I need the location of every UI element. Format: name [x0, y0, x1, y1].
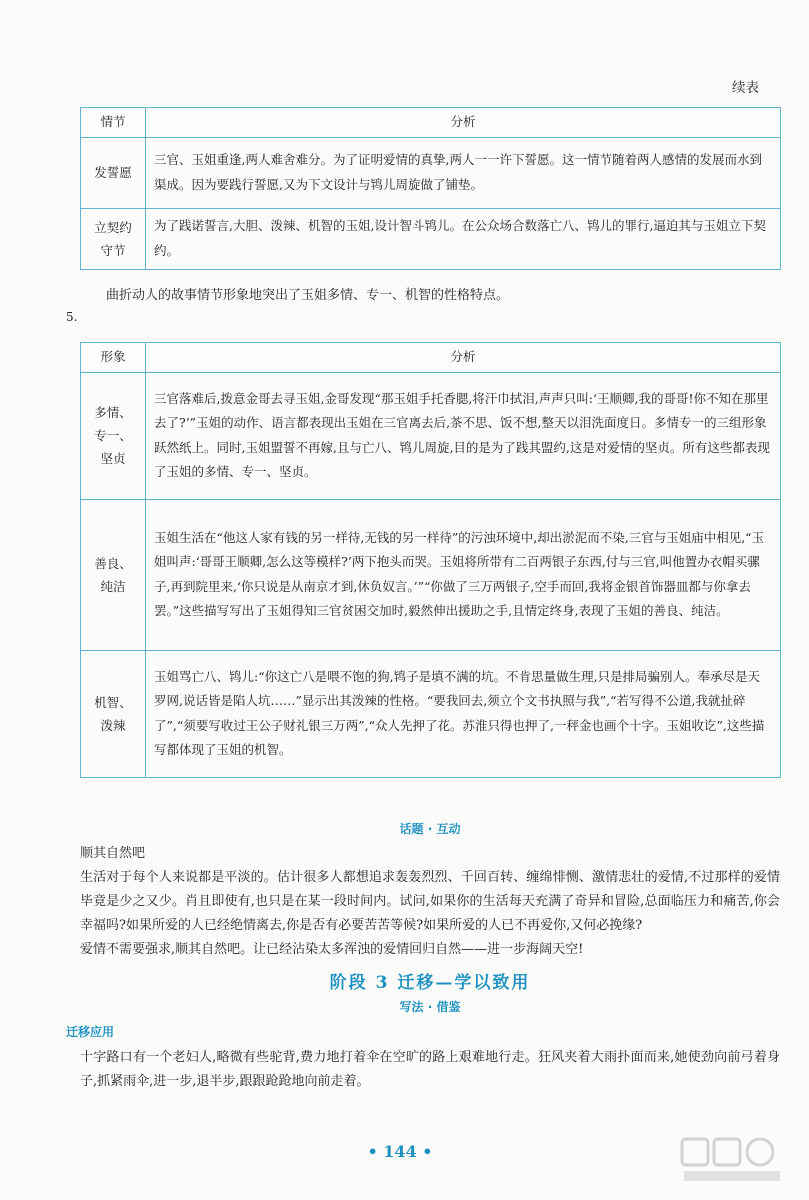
table-row [81, 650, 781, 777]
row-label [81, 650, 146, 777]
continued-label: 续表 [732, 80, 759, 96]
watermark-logo [680, 1135, 790, 1185]
table-row [81, 208, 781, 269]
stage-title: 阶段 3 迁移—学以致用 [329, 973, 531, 993]
table-header-cell: 形象 [81, 343, 146, 373]
row-label [81, 208, 146, 269]
row-text: 玉姐生活在“他这人家有钱的另一样待,无钱的另一样待”的污浊环境中,却出淤泥而不染,三官与玉姐庙中相见,“玉姐叫声:‘哥哥王顺卿,怎么这等模样?’两下抱头而哭。玉姐将所带有二百两银子东西,付与三官,叫他置办衣帽买骡子,再到院里来,‘你只说是从南京才到,休负奴言。’”“你做了三万两银子,空手而回,我将金银首饰器皿都与你拿去罢。”这些描写写出了玉姐得知三官贫困交加时,毅然伸出援助之手,且情定终身,表现了玉姐的善良、纯洁。 [146, 499, 781, 650]
section-heading-topic: 话题 · 互动 [399, 822, 461, 836]
question-number: 5. [66, 310, 78, 324]
plot-analysis-table [80, 107, 781, 270]
row-label [81, 499, 146, 650]
section-heading-writing: 写法 · 借鉴 [399, 1000, 461, 1014]
table-header-cell: 分析 [146, 343, 781, 373]
row-text: 为了践诺誓言,大胆、泼辣、机智的玉姐,设计智斗鸨儿。在公众场合数落亡八、鸨儿的罪行,逼迫其与玉姐立下契约。 [146, 208, 781, 269]
essay-paragraph: 爱情不需要强求,顺其自然吧。让已经沾染太多浑浊的爱情回归自然——进一步海阔天空! [80, 942, 584, 957]
row-label: 发誓愿 [81, 137, 146, 208]
table-header-row [81, 343, 781, 373]
row-label-text: 立契约守节 [94, 219, 132, 258]
character-analysis-table [80, 342, 781, 778]
essay-title: 顺其自然吧 [80, 846, 146, 861]
row-label [81, 372, 146, 499]
transfer-label: 迁移应用 [66, 1025, 115, 1039]
row-label-text: 善良、纯洁 [94, 555, 132, 594]
summary-sentence: 曲折动人的故事情节形象地突出了玉姐多情、专一、机智的性格特点。 [106, 288, 510, 303]
table-header-cell: 情节 [81, 108, 146, 138]
row-text: 玉姐骂亡八、鸨儿:“你这亡八是喂不饱的狗,鸨子是填不满的坑。不肯思量做生理,只是排局骗别人。奉承尽是天罗网,说话皆是陷人坑……”显示出其泼辣的性格。“要我回去,须立个文书执照与我”,“若写得不公道,我就扯碎了”,“须要写收过王公子财礼银三万两”,“众人先押了花。苏淮只得也押了,一秤金也画个十字。玉姐收讫”,这些描写都体现了玉姐的机智。 [146, 650, 781, 777]
table-row [81, 372, 781, 499]
watermark-logo-icon [680, 1135, 790, 1185]
row-label-text: 机智、泼辣 [94, 694, 132, 733]
row-text: 三官落难后,拨意金哥去寻玉姐,金哥发现“那玉姐手托香腮,将汗巾拭泪,声声只叫:‘王顺卿,我的哥哥!你不知在那里去了?’”玉姐的动作、语言都表现出玉姐在三官离去后,茶不思、饭不想,整天以泪洗面度日。多情专一的三组形象跃然纸上。同时,玉姐盟誓不再嫁,且与亡八、鸨儿周旋,目的是为了践其盟约,这是对爱情的坚贞。所有这些都表现了玉姐的多情、专一、坚贞。 [146, 372, 781, 499]
transfer-text: 十字路口有一个老妇人,略微有些驼背,费力地打着伞在空旷的路上艰难地行走。狂风夹着大雨扑面而来,她使劲向前弓着身子,抓紧雨伞,进一步,退半步,跟跟跄跄地向前走着。 [80, 1050, 780, 1089]
page-number: • 144 • [367, 1142, 433, 1161]
row-text: 三官、玉姐重逢,两人难舍难分。为了证明爱情的真挚,两人一一许下誓愿。这一情节随着两人感情的发展而水到渠成。因为要践行誓愿,又为下文设计与鸨儿周旋做了铺垫。 [146, 137, 781, 208]
row-label-text: 多情、专一、坚贞 [94, 405, 132, 466]
table-header-cell: 分析 [146, 108, 781, 138]
table-header-row [81, 108, 781, 138]
table-row [81, 137, 781, 208]
essay-paragraph: 生活对于每个人来说都是平淡的。估计很多人都想追求轰轰烈烈、千回百转、缠绵悱恻、激情悲壮的爱情,不过那样的爱情毕竟是少之又少。肖且即使有,也只是在某一段时间内。试问,如果你的生活每天充满了奇异和冒险,总面临压力和痛苦,你会幸福吗?如果所爱的人已经绝情离去,你是否有必要苦苦等候?如果所爱的人已不再爱你,又何必挽缘? [80, 870, 780, 933]
table-row [81, 499, 781, 650]
